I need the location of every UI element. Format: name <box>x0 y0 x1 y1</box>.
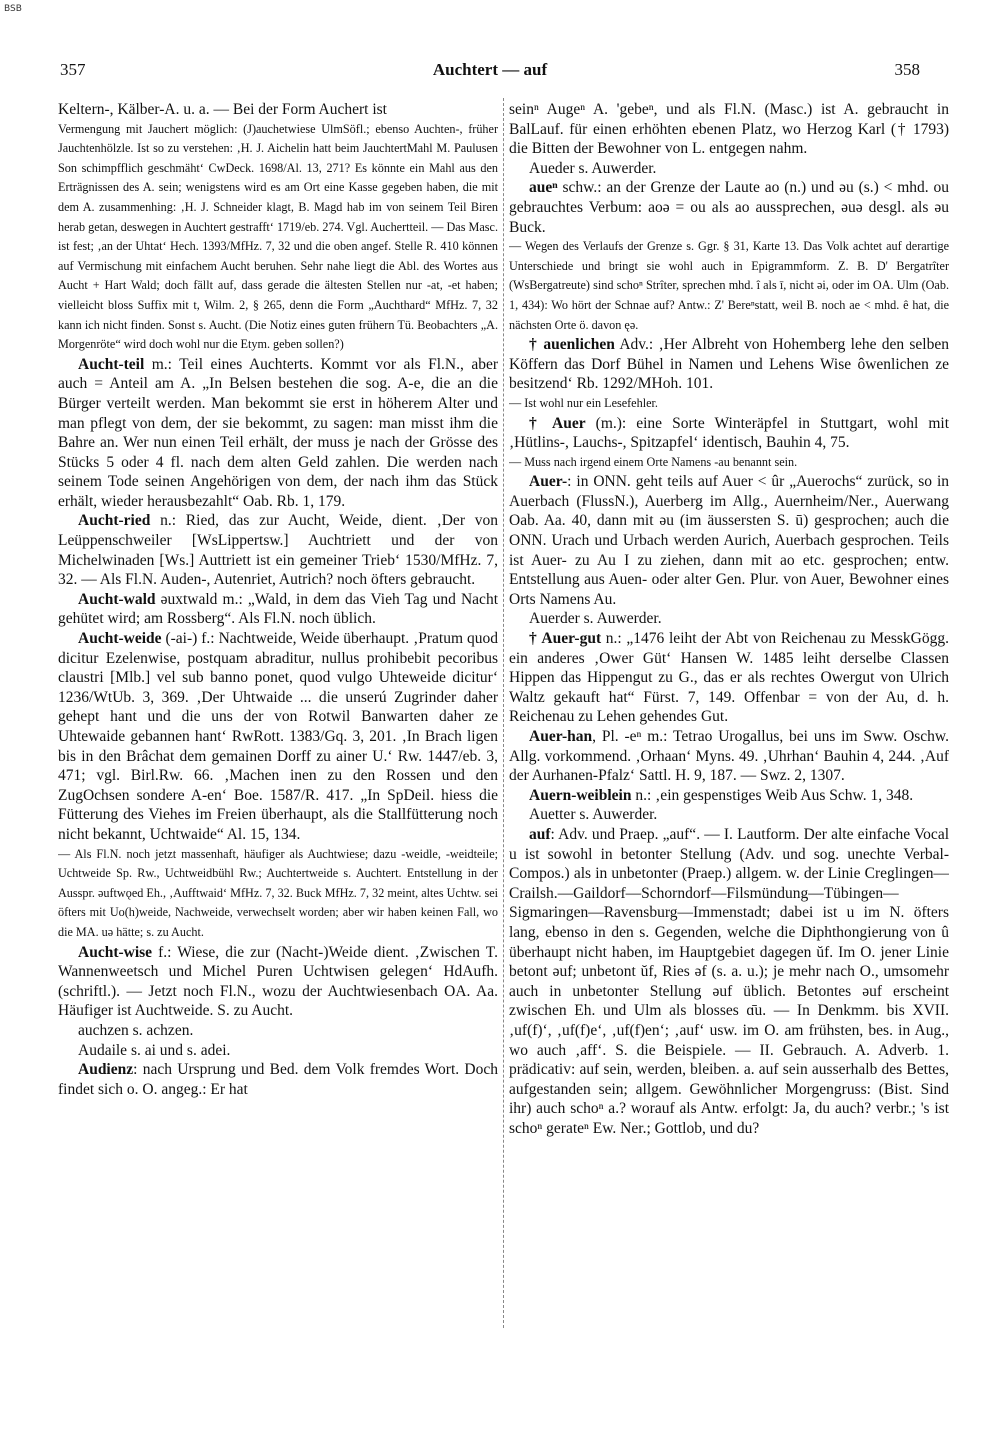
dictionary-entry <box>58 120 498 355</box>
library-stamp: BSB <box>4 4 22 14</box>
dictionary-entry <box>509 472 949 609</box>
entry-text: , Pl. -eⁿ m.: Tetrao Urogallus, bei uns im Sww. Oschw. Allg. vorkommend. ‚Orhaan‘ Myns. 49. ‚Uhrhan‘ Bauhin 4, 244. ‚Auf der Aurhanen-Pfalz‘ Sattl. H. 9, 187. — Swz. 2, 1307. <box>509 728 949 785</box>
entry-lemma: Auer-han <box>529 728 593 745</box>
entry-text: Keltern-, Kälber-A. u. a. — Bei der Form Auchert ist <box>58 101 387 118</box>
entry-lemma: † Auer-gut <box>529 630 602 648</box>
dictionary-entry <box>509 805 949 825</box>
dictionary-entry <box>58 355 498 512</box>
entry-text: Adv.: ‚Her Albreht von Hohemberg lehe den selben Köffern das Dorf Bühel in Namen und Lehens Wise ôwenlichen ze besitzend‘ Rb. 1292/MHoh. 101. <box>509 336 949 393</box>
dictionary-entry <box>509 727 949 786</box>
dictionary-entry <box>509 414 949 453</box>
entry-text: Vermengung mit Jauchert möglich: (J)auchetwiese UlmSöfl.; ebenso Auchten-, früher Jauchtenhölzle. Ist so zu verstehen: ‚H. J. Aichelin hatt beim JauchtertMahl M. Paulusen Son schimpfflich geschmäht‘ CwDeck. 1698/Al. 13, 271? Es könnte ein Mahl aus den Erträgnissen des A. sein; wenigstens wird es am Ort eine Kasse gegeben haben, die mit dem A. zusammenhing: ‚H. J. Schneider klagt, B. Magd hab im von seinem Teil Biren herab getan, deswegen in Auchtert gestrafft‘ 1719/eb. 274. Vgl. Auchertteil. — Das Masc. ist fest; ‚an der Uhtat‘ Hech. 1393/MfHz. 7, 32 und die oben angef. Stelle R. 410 können auf Vermischung mit einfachem Aucht beruhen. Sehr nahe liegt die Abl. des Wortes aus Aucht + Hart Wald; doch fällt auf, dass gerade die ältesten Stellen nur -at, -et haben; vielleicht bloss Suffix mit t, Wilm. 2, § 265, denn die Form „Auchthard“ MfHz. 7, 32 kann ich nicht finden. Sonst s. Aucht. (Die Notiz eines guten frühern Tü. Beobachters „A. Morgenröte“ wird doch wohl nur die Etym. geben sollen?) <box>58 121 498 352</box>
entry-text: n.: „1476 leiht der Abt von Reichenau zu MesskGögg. ein anderes ‚Ower Güt‘ Hansen W. 1485 leiht derselbe Classen Hippen das Hippengut zu G., das er als rechtes Owergut von Ulrich Waltz gekauft hat“ Fürst. 7, 149. Offenbar = von der Au, d. h. Reichenau zu Lehen gehendes Gut. <box>509 630 949 726</box>
dictionary-entry <box>58 1021 498 1041</box>
entry-lemma: aueⁿ <box>529 179 558 197</box>
entry-text: (m.): eine Sorte Winteräpfel in Stuttgart, wohl mit ‚Hütlins-, Lauchs-, Spitzapfel‘ identisch, Bauhin 4, 75. <box>509 414 949 452</box>
entry-text: schw.: an der Grenze der Laute ao (n.) und əu (s.) < mhd. ou gebrauchtes Verbum: aoə = ou als ao aussprechen, əuə desgl. als əu Buck. <box>509 179 949 236</box>
page-header <box>60 60 920 90</box>
entry-lemma: Auer- <box>529 473 568 491</box>
entry-text: əuxtwald m.: „Wald, in dem das Vieh Tag und Nacht gehütet wird; am Rossberg“. Als Fl.N. noch üblich. <box>58 590 498 628</box>
entry-lemma: Aucht-wald <box>78 590 156 608</box>
entry-text: Audaile s. ai und s. adei. <box>78 1041 231 1059</box>
dictionary-entry <box>58 629 498 845</box>
dictionary-entry <box>509 609 949 629</box>
entry-text: Auerder s. Auwerder. <box>529 610 662 628</box>
entry-text: Auetter s. Auwerder. <box>529 806 658 824</box>
dictionary-entry <box>509 178 949 237</box>
dictionary-entry <box>509 100 949 159</box>
dictionary-entry <box>58 1060 498 1099</box>
dictionary-entry <box>58 1041 498 1061</box>
entry-text: n.: ‚ein gespenstiges Weib Aus Schw. 1, 348. <box>631 786 914 804</box>
entry-text: auchzen s. achzen. <box>78 1021 194 1039</box>
column-separator <box>503 98 504 1328</box>
dictionary-entry <box>509 335 949 394</box>
dictionary-entry <box>509 453 949 473</box>
entry-text: — Als Fl.N. noch jetzt massenhaft, häufiger als Auchtwiese; dazu -weidle, -weidteile; Uchtweide Sp. Rw., Uchtweidbühl Rw.; Auchtertweide s. Auchtert. Entstellung in der Ausspr. əuftwǫed Eh., ‚Aufftwaid‘ MfHz. 7, 32. Buck MfHz. 7, 32 meint, altes Uchtw. sei öfters mit Uo(h)weide, Nachweide, verwechselt worden; aber wir haben keinen Fall, wo die MA. uə hätte; s. zu Aucht. <box>58 846 498 939</box>
dictionary-entry <box>58 845 498 943</box>
entry-text: : nach Ursprung und Bed. dem Volk fremdes Wort. Doch findet sich o. O. angeg.: Er hat <box>58 1061 498 1098</box>
dictionary-entry <box>58 511 498 589</box>
dictionary-entry <box>509 786 949 806</box>
entry-text: (-ai-) f.: Nachtweide, Weide überhaupt. ‚Pratum quod dicitur Ezelenwise, postquam abraditur, nullus prohibebit pecoribus claustri [Mlb.] vel sub banno ponet, quod vulgo Uhteweide dicitur‘ 1236/WtUb. 3, 369. ‚Der Uhtwaide ... die unserú Zugrinder daher gehept hant und die uns der von Rotwil Banwarten daher ze Uhtewaide gebannen hant‘ RwRott. 1383/Gq. 3, 201. ‚In Brach ligen bis in den Brâchat dem gemainen Dorff zu ainer U.‘ Rw. 1447/eb. 3, 471; vgl. Birl.Rw. 66. ‚Machen inen zu den Rossen und den ZugOchsen sondere A-en‘ Boe. 1587/R. 417. „In SpDeil. hiess die Fütterung des Viehes im Freien überhaupt, als die Stallfütterung noch nicht bekannt, Uchtwaide“ Al. 15, 134. <box>58 630 498 843</box>
page-number-left: 357 <box>60 60 86 79</box>
dictionary-entry <box>58 590 498 629</box>
entry-lemma: Audienz <box>78 1061 134 1079</box>
entry-text: — Wegen des Verlaufs der Grenze s. Ggr. § 31, Karte 13. Das Volk achtet auf derartige Unterschiede und bringt sie wohl auch in Epigrammform. Z. B. D' Bergatrîter (WsBergatreute) sind schoⁿ Strîter, sprechen mhd. î als ī, nicht əi, oder im OA. Ulm (Oab. 1, 434): Wo hört der Schnae auf? Antw.: Z' Bereⁿstatt, weil B. noch ae < mhd. ê hat, die nächsten Orte ö. davon ęə. <box>509 239 949 332</box>
entry-text: seinⁿ Augeⁿ A. 'gebeⁿ, und als Fl.N. (Masc.) ist A. gebraucht in BalLauf. für einen erhöhten ebenen Platz, wo Herzog Karl († 1793) die Bitten der Bewohner von L. entgegen nahm. <box>509 101 949 158</box>
running-title: Auchtert — auf <box>432 60 548 79</box>
entry-lemma: Aucht-ried <box>78 512 151 530</box>
dictionary-entry <box>509 394 949 414</box>
dictionary-entry <box>509 825 949 1139</box>
dictionary-entry <box>509 159 949 179</box>
dictionary-entry <box>58 100 498 120</box>
entry-lemma: Aucht-weide <box>78 630 162 648</box>
entry-text: Aueder s. Auwerder. <box>529 159 657 177</box>
entry-lemma: † Auer <box>529 414 586 432</box>
dictionary-entry <box>509 629 949 727</box>
entry-lemma: Aucht-teil <box>78 355 145 373</box>
entry-text: — Muss nach irgend einem Orte Namens -au benannt sein. <box>509 454 798 469</box>
page-number-right: 358 <box>894 60 920 79</box>
entry-text: f.: Wiese, die zur (Nacht-)Weide dient. ‚Zwischen T. Wannenweetsch und Michel Puren Uchtwisen gelegen‘ HdAufh. (schriftl.). — Jetzt noch Fl.N., wozu der Auchtwiesenbach OA. Aa. Häufiger ist Auchtweide. S. zu Aucht. <box>58 943 498 1020</box>
entry-lemma: Aucht-wise <box>78 943 153 961</box>
entry-lemma: Auern-weiblein <box>529 786 632 804</box>
entry-lemma: auf <box>529 825 551 843</box>
right-column <box>509 100 949 1430</box>
entry-text: — Ist wohl nur ein Lesefehler. <box>509 395 658 410</box>
entry-text: m.: Teil eines Auchterts. Kommt vor als Fl.N., aber auch = Anteil am A. „In Belsen bestehen die sog. A-e, die an die Bürger verteilt werden. Man bekommt sie erst in höherem Alter und man pflegt von dem, der sie bekommt, zu sagen: man misst ihm die Bahre an. Wer nun einen Teil erhält, der muss je nach der Grösse des Stücks 5 oder 4 fl. nach dem alten Geld zahlen. Die werden nach seinem Tode seinen Angehörigen von dem, der nach ihm das Stück erhält, wieder herausbezahlt“ Oab. Rb. 1, 179. <box>58 355 498 510</box>
entry-text: : Adv. und Praep. „auf“. — I. Lautform. Der alte einfache Vocal u ist sowohl in betonter Stellung (Adv. und sog. unechte Verbal-Compos.) als in unbetonter (Praep.) allgem. w. der Linie Creglingen—Crailsh.—Gaildorf—Schorndorf—Filsmündung—Tübingen—Sigmaringen—Ravensburg—Immenstadt; dabei ist u im N. öfters lang, ebenso in den s. Gegenden, welche die Diphthongierung von û überhaupt nicht haben, im Hauptgebiet dagegen ŭf. Im O. jener Linie betont əuf; unbetont ŭf, Ries əf (s. a. u.); je mehr nach O., umsomehr auch in unbetonter Stellung əuf üblich. Betontes əuf erscheint zwischen Eh. und Ulm als blosses ɑ̄u. — In Denkmm. bis XVII. ‚uf(f)‘, ‚uf(f)e‘, ‚uf(f)en‘; ‚auf‘ usw. im O. am frühsten, bes. in Aug., wo auch ‚aff‘. S. die Beispiele. — II. Gebrauch. A. Adverb. 1. prädicativ: auf sein, werden, bleiben. a. auf sein ausserhalb des Bettes, aufgestanden sein; allgem. Gewöhnlicher Morgengruss: (Bist. Sind ihr) auch schoⁿ a.? worauf als Antw. erfolgt: Ja, du auch? verbr.; 's ist schoⁿ gerateⁿ Ew. Ner.; Gottlob, und du? <box>509 825 949 1137</box>
dictionary-entry <box>509 237 949 335</box>
entry-lemma: † auenlichen <box>529 336 615 354</box>
left-column <box>58 100 498 1430</box>
entry-text: : in ONN. geht teils auf Auer < ûr „Auerochs“ zurück, so in Auerbach (FlussN.), Auerberg im Allg., Auernheim/Ner., Auerwang Oab. Aa. 40, dann mit əu (im äussersten S. ū) gesprochen; auch die ONN. Urach und Urbach werden Aurich, Auerbach gesprochen. Teils ist Auer- zu Au I zu ziehen, dann mit ao etc. gesprochen; entw. Entstellung aus Auen- oder alter Gen. Plur. von Auer, Bewohner eines Orts Namens Au. <box>509 473 949 608</box>
entry-text: n.: Ried, das zur Aucht, Weide, dient. ‚Der von Leüppenschweiler [WsLippertsw.] Auchtriett und der von Michelwinaden [Ws.] Auttriett ist ein gemeiner Trieb‘ 1530/MfHz. 7, 32. — Als Fl.N. Auden-, Autenriet, Autrich? noch öfters gebraucht. <box>58 512 498 589</box>
dictionary-entry <box>58 943 498 1021</box>
